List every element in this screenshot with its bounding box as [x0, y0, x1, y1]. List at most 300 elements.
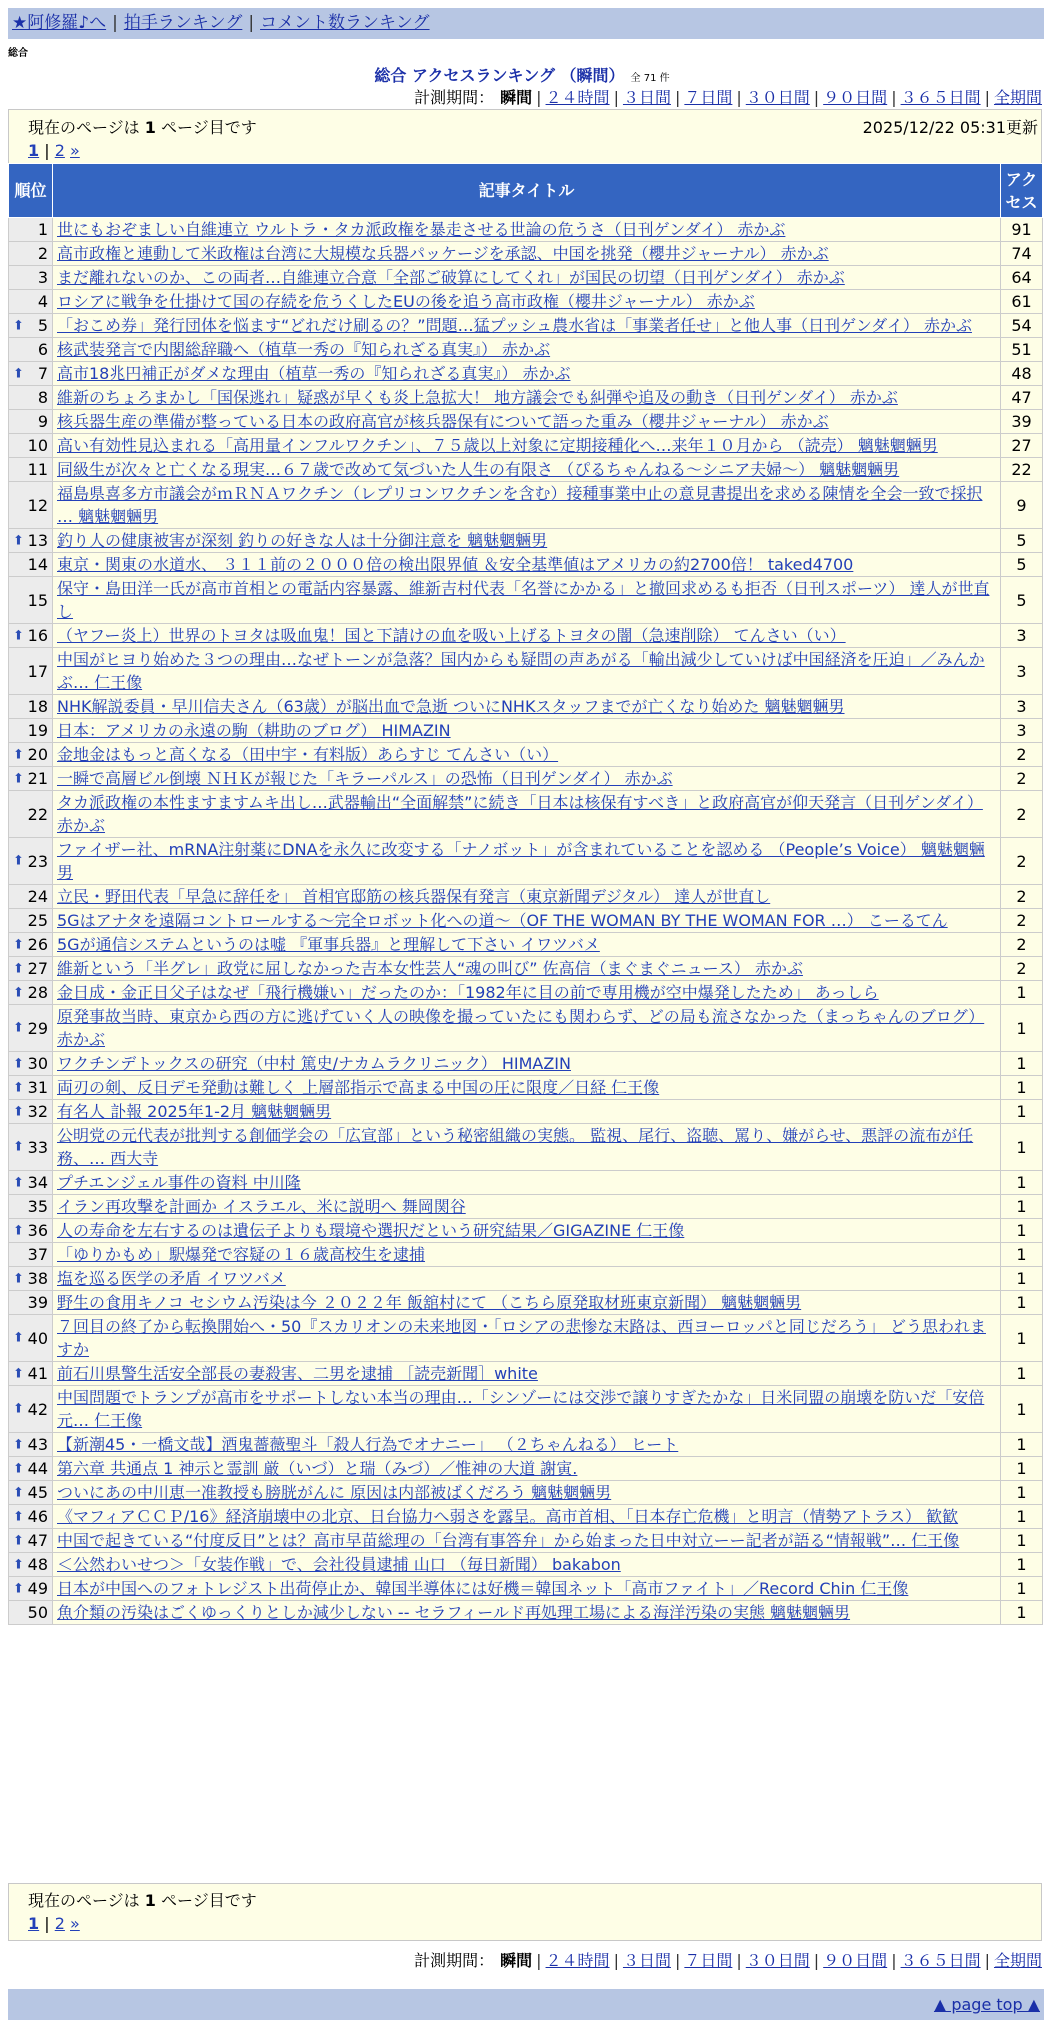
table-row [9, 885, 1043, 909]
title-cell [53, 1219, 1001, 1243]
article-title-link[interactable]: 保守・島田洋一氏が高市首相との電話内容暴露、維新吉村代表「名誉にかかる」と撤回求めるも拒否（日刊スポーツ） 達人が世直し [57, 579, 990, 621]
rank-number: 39 [27, 1293, 48, 1312]
page-title: 総合 アクセスランキング （瞬間） [374, 66, 625, 85]
table-row [9, 767, 1043, 791]
title-cell [53, 314, 1001, 338]
home-link[interactable]: ★阿修羅♪へ [12, 13, 107, 33]
rank-cell [9, 1100, 53, 1124]
table-row [9, 242, 1043, 266]
article-title-link[interactable]: タカ派政権の本性ますますムキ出し…武器輸出“全面解禁”に続き「日本は核保有すべき」と政府高官が仰天発言（日刊ゲンダイ） 赤かぶ [57, 793, 983, 835]
table-row [9, 266, 1043, 290]
article-title-link[interactable]: プチエンジェル事件の資料 中川隆 [57, 1173, 301, 1192]
table-row [9, 981, 1043, 1005]
article-title-link[interactable]: 中国問題でトランプが高市をサポートしない本当の理由…「シンゾーには交渉で譲りすぎたかな」日米同盟の崩壊を防いだ「安倍元… 仁王像 [57, 1388, 985, 1430]
title-cell [53, 434, 1001, 458]
article-title-link[interactable]: 世にもおぞましい自維連立 ウルトラ・タカ派政権を暴走させる世論の危うさ（日刊ゲンダイ） 赤かぶ [57, 220, 786, 239]
separator: | [891, 88, 897, 107]
access-count: 2 [1001, 909, 1043, 933]
table-row [9, 1577, 1043, 1601]
rank-up-arrow-icon: ⬆ [13, 1366, 24, 1381]
paging-info-top [8, 109, 1042, 164]
access-count: 1 [1001, 1505, 1043, 1529]
rank-cell [9, 1243, 53, 1267]
rank-cell [9, 1505, 53, 1529]
rank-cell [9, 410, 53, 434]
access-count: 1 [1001, 1315, 1043, 1362]
table-row [9, 218, 1043, 242]
rank-number: 22 [27, 804, 48, 824]
rank-up-arrow-icon: ⬆ [13, 1581, 24, 1596]
rank-cell [9, 314, 53, 338]
title-cell [53, 529, 1001, 553]
rank-cell [9, 909, 53, 933]
rank-up-arrow-icon: ⬆ [13, 1401, 24, 1417]
access-count: 5 [1001, 577, 1043, 624]
rank-number: 7 [37, 364, 48, 383]
article-title-link[interactable]: 金地金はもっと高くなる（田中宇・有料版）あらすじ てんさい（い） [57, 745, 559, 764]
period-link[interactable]: 全期間 [993, 1951, 1042, 1970]
rank-number: 11 [27, 460, 48, 479]
access-count: 1 [1001, 1243, 1043, 1267]
rank-number: 37 [27, 1245, 48, 1264]
separator: | [736, 88, 742, 107]
table-row [9, 1481, 1043, 1505]
rank-number: 6 [37, 340, 48, 359]
rank-number: 31 [27, 1078, 48, 1097]
rank-cell [9, 1171, 53, 1195]
access-count: 1 [1001, 1553, 1043, 1577]
rank-number: 45 [27, 1483, 48, 1502]
access-count: 74 [1001, 242, 1043, 266]
article-title-link[interactable]: 両刃の剣、反日デモ発動は難しく 上層部指示で高まる中国の圧に限度／日経 仁王像 [57, 1078, 660, 1097]
page-text-suffix: ページ目です [155, 1891, 257, 1910]
separator: | [613, 1951, 619, 1970]
access-count: 1 [1001, 1219, 1043, 1243]
rank-up-arrow-icon: ⬆ [13, 1056, 24, 1071]
rank-number: 43 [27, 1435, 48, 1454]
rank-number: 15 [27, 590, 48, 610]
table-row [9, 791, 1043, 838]
rank-up-arrow-icon: ⬆ [13, 1020, 24, 1036]
page-1-link[interactable]: 1 [28, 1914, 40, 1933]
table-row [9, 838, 1043, 885]
access-count: 1 [1001, 1267, 1043, 1291]
table-row [9, 1100, 1043, 1124]
table-row [9, 314, 1043, 338]
rank-up-arrow-icon: ⬆ [13, 1557, 24, 1572]
rank-cell [9, 1481, 53, 1505]
title-cell [53, 743, 1001, 767]
rank-cell [9, 957, 53, 981]
article-title-link[interactable]: 維新のちょろまかし「国保逃れ」疑惑が早くも炎上急拡大！ 地方議会でも糾弾や追及の動き（日刊ゲンダイ） 赤かぶ [57, 388, 898, 407]
access-count: 2 [1001, 957, 1043, 981]
title-cell [53, 1243, 1001, 1267]
rank-cell [9, 838, 53, 885]
title-cell [53, 791, 1001, 838]
title-cell [53, 290, 1001, 314]
rank-cell [9, 1124, 53, 1171]
rank-cell [9, 743, 53, 767]
access-count: 1 [1001, 1100, 1043, 1124]
rank-up-arrow-icon: ⬆ [13, 1271, 24, 1286]
rank-up-arrow-icon: ⬆ [13, 1223, 24, 1238]
rank-number: 3 [37, 268, 48, 287]
next-page-link[interactable]: » [70, 1914, 80, 1933]
table-row [9, 1243, 1043, 1267]
period-selector-bottom [414, 1948, 1042, 1971]
access-count: 3 [1001, 624, 1043, 648]
access-count: 3 [1001, 695, 1043, 719]
period-current: 瞬間 [500, 88, 533, 107]
rank-number: 49 [27, 1579, 48, 1598]
rank-up-arrow-icon: ⬆ [13, 628, 24, 643]
current-page-text [28, 1888, 257, 1911]
period-link[interactable]: ７日間 [684, 88, 733, 107]
col-access-header: アクセス [1001, 164, 1043, 218]
table-row [9, 1124, 1043, 1171]
table-row [9, 957, 1043, 981]
article-title-link[interactable]: 【新潮45・一橋文哉】酒鬼薔薇聖斗「殺人行為でオナニー」 （２ちゃんねる） ヒート [57, 1435, 679, 1454]
table-row [9, 1505, 1043, 1529]
rank-number: 42 [27, 1399, 48, 1419]
article-title-link[interactable]: 日本が中国へのフォトレジスト出荷停止か、韓国半導体には好機＝韓国ネット「高市ファイト」／Record Chin 仁王像 [57, 1579, 909, 1598]
page-text-prefix: 現在のページは [28, 1891, 145, 1910]
title-cell [53, 1577, 1001, 1601]
title-cell [53, 695, 1001, 719]
title-cell [53, 1124, 1001, 1171]
rank-number: 44 [27, 1459, 48, 1478]
rank-up-arrow-icon: ⬆ [13, 1485, 24, 1500]
period-link[interactable]: ９０日間 [823, 88, 888, 107]
article-title-link[interactable]: NHK解説委員・早川信夫さん（63歳）が脳出血で急逝 ついにNHKスタッフまでが亡くなり始めた 魑魅魍魎男 [57, 697, 845, 716]
rank-number: 38 [27, 1269, 48, 1288]
rank-number: 10 [27, 436, 48, 455]
separator: | [536, 1951, 542, 1970]
table-row [9, 1386, 1043, 1433]
access-count: 22 [1001, 458, 1043, 482]
title-cell [53, 386, 1001, 410]
rank-number: 20 [27, 745, 48, 764]
article-title-link[interactable]: 塩を巡る医学の矛盾 イワツバメ [57, 1269, 286, 1288]
rank-cell [9, 933, 53, 957]
title-cell [53, 1553, 1001, 1577]
rank-number: 35 [27, 1197, 48, 1216]
rank-number: 23 [27, 851, 48, 871]
rank-cell [9, 529, 53, 553]
access-count: 2 [1001, 933, 1043, 957]
title-cell [53, 266, 1001, 290]
period-link[interactable]: ３６５日間 [900, 88, 981, 107]
clap-ranking-link[interactable]: 拍手ランキング [123, 13, 243, 33]
updated-timestamp: 2025/12/22 05:31更新 [862, 118, 1038, 137]
article-title-link[interactable]: ロシアに戦争を仕掛けて国の存続を危うくしたEUの後を追う高市政権（櫻井ジャーナル） 赤かぶ [57, 292, 755, 311]
article-title-link[interactable]: 同級生が次々と亡くなる現実…６７歳で改めて気づいた人生の有限さ （ぴるちゃんねる～シニア夫婦～） 魑魅魍魎男 [57, 460, 900, 479]
rank-cell [9, 386, 53, 410]
access-count: 3 [1001, 719, 1043, 743]
article-title-link[interactable]: 中国がヒヨり始めた３つの理由…なぜトーンが急落？国内からも疑問の声あがる「輸出減少していけば中国経済を圧迫」／みんかぶ… 仁王像 [57, 650, 985, 692]
next-page-link[interactable]: » [70, 141, 80, 160]
access-count: 1 [1001, 1457, 1043, 1481]
rank-cell [9, 1577, 53, 1601]
rank-number: 1 [37, 220, 48, 239]
top-nav-bar [8, 8, 1044, 39]
rank-number: 32 [27, 1102, 48, 1121]
period-link[interactable]: ３日間 [622, 1951, 671, 1970]
article-title-link[interactable]: 原発事故当時、東京から西の方に逃げていく人の映像を撮っていたにも関わらず、どの局も流さなかった（まっちゃんのブログ） 赤かぶ [57, 1007, 985, 1049]
rank-cell [9, 577, 53, 624]
article-title-link[interactable]: 人の寿命を左右するのは遺伝子よりも環境や選択だという研究結果／GIGAZINE 仁王像 [57, 1221, 685, 1240]
page-text-suffix: ページ目です [155, 118, 257, 137]
separator: | [613, 88, 619, 107]
current-page-text [28, 115, 257, 138]
rank-up-arrow-icon: ⬆ [13, 747, 24, 762]
rank-number: 27 [27, 959, 48, 978]
access-count: 1 [1001, 1433, 1043, 1457]
page-title-block [0, 63, 1044, 86]
title-cell [53, 624, 1001, 648]
rank-up-arrow-icon: ⬆ [13, 853, 24, 869]
rank-cell [9, 791, 53, 838]
rank-cell [9, 1219, 53, 1243]
rank-number: 30 [27, 1054, 48, 1073]
period-link[interactable]: ７日間 [684, 1951, 733, 1970]
article-title-link[interactable]: 核兵器生産の準備が整っている日本の政府高官が核兵器保有について語った重み（櫻井ジャーナル） 赤かぶ [57, 412, 829, 431]
separator: | [813, 88, 820, 107]
title-cell [53, 1005, 1001, 1052]
rank-cell [9, 553, 53, 577]
title-cell [53, 1529, 1001, 1553]
rank-number: 33 [27, 1137, 48, 1157]
article-title-link[interactable]: 前石川県警生活安全部長の妻殺害、二男を逮捕 ［読売新聞］white [57, 1364, 538, 1383]
comment-ranking-link[interactable]: コメント数ランキング [260, 13, 430, 33]
rank-up-arrow-icon: ⬆ [13, 937, 24, 952]
rank-up-arrow-icon: ⬆ [13, 366, 24, 381]
title-cell [53, 242, 1001, 266]
page-top-link[interactable]: ▲ page top ▲ [933, 1995, 1040, 2014]
article-title-link[interactable]: 日本：アメリカの永遠の駒（耕助のブログ） HIMAZIN [57, 721, 451, 740]
table-row [9, 1052, 1043, 1076]
rank-up-arrow-icon: ⬆ [13, 1533, 24, 1548]
access-count: 2 [1001, 838, 1043, 885]
rank-number: 28 [27, 983, 48, 1002]
access-count: 1 [1001, 981, 1043, 1005]
table-row [9, 1433, 1043, 1457]
rank-cell [9, 1315, 53, 1362]
access-count: 1 [1001, 1601, 1043, 1625]
title-cell [53, 218, 1001, 242]
rank-up-arrow-icon: ⬆ [13, 533, 24, 548]
rank-number: 8 [37, 388, 48, 407]
article-title-link[interactable]: 福島県喜多方市議会がｍＲＮＡワクチン（レプリコンワクチンを含む）接種事業中止の意見書提出を求める陳情を全会一致で採択 … 魑魅魍魎男 [57, 484, 983, 526]
table-row [9, 719, 1043, 743]
article-title-link[interactable]: 高市18兆円補正がダメな理由（植草一秀の『知られざる真実』） 赤かぶ [57, 364, 571, 383]
rank-cell [9, 1553, 53, 1577]
separator: | [736, 1951, 742, 1970]
article-title-link[interactable]: 《マフィアＣＣＰ/16》経済崩壊中の北京、日台協力へ弱さを露呈。高市首相、「日本存亡危機」と明言（情勢アトラス） 歓歓 [57, 1507, 959, 1526]
article-title-link[interactable]: 「おこめ券」発行団体を悩ます“どれだけ刷るの？”問題…猛プッシュ農水省は「事業者任せ」と他人事（日刊ゲンダイ） 赤かぶ [57, 316, 972, 335]
table-row [9, 1362, 1043, 1386]
rank-number: 2 [37, 244, 48, 263]
access-count: 9 [1001, 482, 1043, 529]
article-title-link[interactable]: 「ゆりかもめ」駅爆発で容疑の１６歳高校生を逮捕 [57, 1245, 426, 1264]
article-title-link[interactable]: 第六章 共通点 1 神示と霊訓 厳（いづ）と瑞（みづ）／惟神の大道 謝寅. [57, 1459, 578, 1478]
separator: | [984, 1951, 990, 1970]
article-title-link[interactable]: まだ離れないのか、この両者…自維連立合意「全部ご破算にしてくれ」が国民の切望（日刊ゲンダイ） 赤かぶ [57, 268, 845, 287]
separator: | [674, 88, 681, 107]
table-row [9, 1005, 1043, 1052]
table-row [9, 577, 1043, 624]
article-title-link[interactable]: ファイザー社、mRNA注射薬にDNAを永久に改変する「ナノボット」が含まれていることを認める （People’s Voice） 魑魅魍魎男 [57, 840, 985, 882]
table-row [9, 386, 1043, 410]
article-title-link[interactable]: 立民・野田代表「早急に辞任を」 首相官邸筋の核兵器保有発言（東京新聞デジタル） 達人が世直し [57, 887, 771, 906]
table-row [9, 1291, 1043, 1315]
rank-cell [9, 981, 53, 1005]
pager-top [28, 141, 80, 160]
rank-cell [9, 434, 53, 458]
rank-up-arrow-icon: ⬆ [13, 1139, 24, 1155]
article-title-link[interactable]: 5Gが通信システムというのは嘘 『軍事兵器』と理解して下さい イワツバメ [57, 935, 600, 954]
access-count: 5 [1001, 529, 1043, 553]
rank-cell [9, 1386, 53, 1433]
page-2-link[interactable]: 2 [54, 141, 65, 160]
title-cell [53, 1052, 1001, 1076]
rank-cell [9, 338, 53, 362]
article-title-link[interactable]: 有名人 訃報 2025年1-2月 魑魅魍魎男 [57, 1102, 332, 1121]
article-title-link[interactable]: イラン再攻撃を計画か イスラエル、米に説明へ 舞岡関谷 [57, 1197, 466, 1216]
rank-cell [9, 624, 53, 648]
rank-number: 19 [27, 721, 48, 740]
rank-cell [9, 1052, 53, 1076]
access-count: 5 [1001, 553, 1043, 577]
period-label: 計測期間： [414, 88, 495, 107]
col-title-header: 記事タイトル [53, 164, 1001, 218]
period-link[interactable]: ２４時間 [545, 1951, 610, 1970]
rank-number: 41 [27, 1364, 48, 1383]
table-row [9, 434, 1043, 458]
access-count: 64 [1001, 266, 1043, 290]
table-row [9, 290, 1043, 314]
rank-cell [9, 1005, 53, 1052]
title-cell [53, 1315, 1001, 1362]
period-link[interactable]: ３０日間 [745, 88, 810, 107]
article-title-link[interactable]: 公明党の元代表が批判する創価学会の「広宣部」という秘密組織の実態。 監視、尾行、盗聴、罵り、嫌がらせ、悪評の流布が任務、… 西大寺 [57, 1126, 974, 1168]
period-link[interactable]: ３０日間 [745, 1951, 810, 1970]
title-cell [53, 1481, 1001, 1505]
article-title-link[interactable]: 中国で起きている“付度反日”とは？高市早苗総理の「台湾有事答弁」から始まった日中対立ーー記者が語る“情報戦”… 仁王像 [57, 1531, 960, 1550]
title-cell [53, 885, 1001, 909]
rank-up-arrow-icon: ⬆ [13, 1104, 24, 1119]
article-title-link[interactable]: 東京・関東の水道水、 ３１１前の２０００倍の検出限界値 ＆安全基準値はアメリカの約2700倍！ taked4700 [57, 555, 854, 574]
period-link[interactable]: ３６５日間 [900, 1951, 981, 1970]
access-count: 1 [1001, 1052, 1043, 1076]
article-title-link[interactable]: 維新という「半グレ」政党に屈しなかった吉本女性芸人“魂の叫び” 佐高信（まぐまぐニュース） 赤かぶ [57, 959, 803, 978]
separator: | [44, 1914, 50, 1933]
period-link[interactable]: ２４時間 [545, 88, 610, 107]
title-cell [53, 577, 1001, 624]
rank-cell [9, 482, 53, 529]
pager-bottom [28, 1914, 80, 1933]
rank-number: 12 [27, 495, 48, 515]
article-title-link[interactable]: （ヤフー炎上）世界のトヨタは吸血鬼！国と下請けの血を吸い上げるトヨタの闇（急速削除） てんさい（い） [57, 626, 846, 645]
rank-cell [9, 767, 53, 791]
title-cell [53, 1505, 1001, 1529]
access-count: 48 [1001, 362, 1043, 386]
access-count: 2 [1001, 791, 1043, 838]
rank-number: 46 [27, 1507, 48, 1526]
section-label: 総合 [8, 48, 28, 59]
access-count: 1 [1001, 1481, 1043, 1505]
article-title-link[interactable]: ついにあの中川恵一准教授も膀胱がんに 原因は内部被ばくだろう 魑魅魍魎男 [57, 1483, 612, 1502]
rank-up-arrow-icon: ⬆ [13, 1461, 24, 1476]
title-cell [53, 648, 1001, 695]
access-count: 2 [1001, 743, 1043, 767]
rank-cell [9, 695, 53, 719]
footer-bar [8, 1989, 1044, 2020]
separator: | [536, 88, 542, 107]
rank-number: 29 [27, 1018, 48, 1038]
article-title-link[interactable]: ＜公然わいせつ＞「女装作戦」で、会社役員逮捕 山口 （毎日新聞） bakabon [57, 1555, 621, 1574]
period-label: 計測期間： [414, 1951, 495, 1970]
rank-up-arrow-icon: ⬆ [13, 961, 24, 976]
title-cell [53, 1100, 1001, 1124]
access-count: 1 [1001, 1195, 1043, 1219]
title-cell [53, 1076, 1001, 1100]
article-title-link[interactable]: ７回目の終了から転換開始へ・50『スカリオンの未来地図・「ロシアの悲惨な末路は、西ヨーロッパと同じだろう」 どう思われますか [57, 1317, 986, 1359]
title-cell [53, 767, 1001, 791]
rank-cell [9, 242, 53, 266]
rank-number: 14 [27, 555, 48, 574]
article-title-link[interactable]: 高市政権と連動して米政権は台湾に大規模な兵器パッケージを承認、中国を挑発（櫻井ジャーナル） 赤かぶ [57, 244, 829, 263]
rank-up-arrow-icon: ⬆ [13, 1437, 24, 1452]
title-cell [53, 1171, 1001, 1195]
period-link[interactable]: ９０日間 [823, 1951, 888, 1970]
table-row [9, 1171, 1043, 1195]
period-link[interactable]: 全期間 [993, 88, 1042, 107]
article-title-link[interactable]: 金日成・金正日父子はなぜ「飛行機嫌い」だったのか：「1982年に目の前で専用機が空中爆発したため」 あっしら [57, 983, 879, 1002]
access-count: 1 [1001, 1005, 1043, 1052]
article-title-link[interactable]: 釣り人の健康被害が深刻 釣りの好きな人は十分御注意を 魑魅魍魎男 [57, 531, 548, 550]
article-title-link[interactable]: 野生の食用キノコ セシウム汚染は今 ２０２２年 飯舘村にて （こちら原発取材班東京新聞） 魑魅魍魎男 [57, 1293, 802, 1312]
rank-number: 16 [27, 626, 48, 645]
table-row [9, 1219, 1043, 1243]
table-row [9, 458, 1043, 482]
paging-info-bottom [8, 1883, 1042, 1941]
article-title-link[interactable]: 高い有効性見込まれる「高用量インフルワクチン」、７５歳以上対象に定期接種化へ…来年１０月から （読売） 魑魅魍魎男 [57, 436, 938, 455]
table-row [9, 553, 1043, 577]
article-title-link[interactable]: 5Gはアナタを遠隔コントロールする〜完全ロボット化への道〜（OF THE WOMAN BY THE WOMAN FOR …） こーるてん [57, 911, 948, 930]
rank-cell [9, 1076, 53, 1100]
page-1-link[interactable]: 1 [28, 141, 40, 160]
separator: | [891, 1951, 897, 1970]
rank-cell [9, 1433, 53, 1457]
access-count: 2 [1001, 885, 1043, 909]
article-title-link[interactable]: 魚介類の汚染はごくゆっくりとしか減少しない -- セラフィールド再処理工場による海洋汚染の実態 魑魅魍魎男 [57, 1603, 851, 1622]
period-link[interactable]: ３日間 [622, 88, 671, 107]
rank-cell [9, 1195, 53, 1219]
article-title-link[interactable]: ワクチンデトックスの研究（中村 篤史/ナカムラクリニック） HIMAZIN [57, 1054, 571, 1073]
access-count: 54 [1001, 314, 1043, 338]
access-count: 3 [1001, 648, 1043, 695]
access-count: 1 [1001, 1529, 1043, 1553]
article-title-link[interactable]: 一瞬で高層ビル倒壊 ＮＨＫが報じた「キラーパルス」の恐怖（日刊ゲンダイ） 赤かぶ [57, 769, 673, 788]
page-number: 1 [144, 118, 156, 137]
rank-cell [9, 1291, 53, 1315]
access-count: 1 [1001, 1171, 1043, 1195]
table-row [9, 743, 1043, 767]
article-title-link[interactable]: 核武装発言で内閣総辞職へ（植草一秀の『知られざる真実』） 赤かぶ [57, 340, 551, 359]
table-row [9, 1553, 1043, 1577]
page-2-link[interactable]: 2 [54, 1914, 65, 1933]
